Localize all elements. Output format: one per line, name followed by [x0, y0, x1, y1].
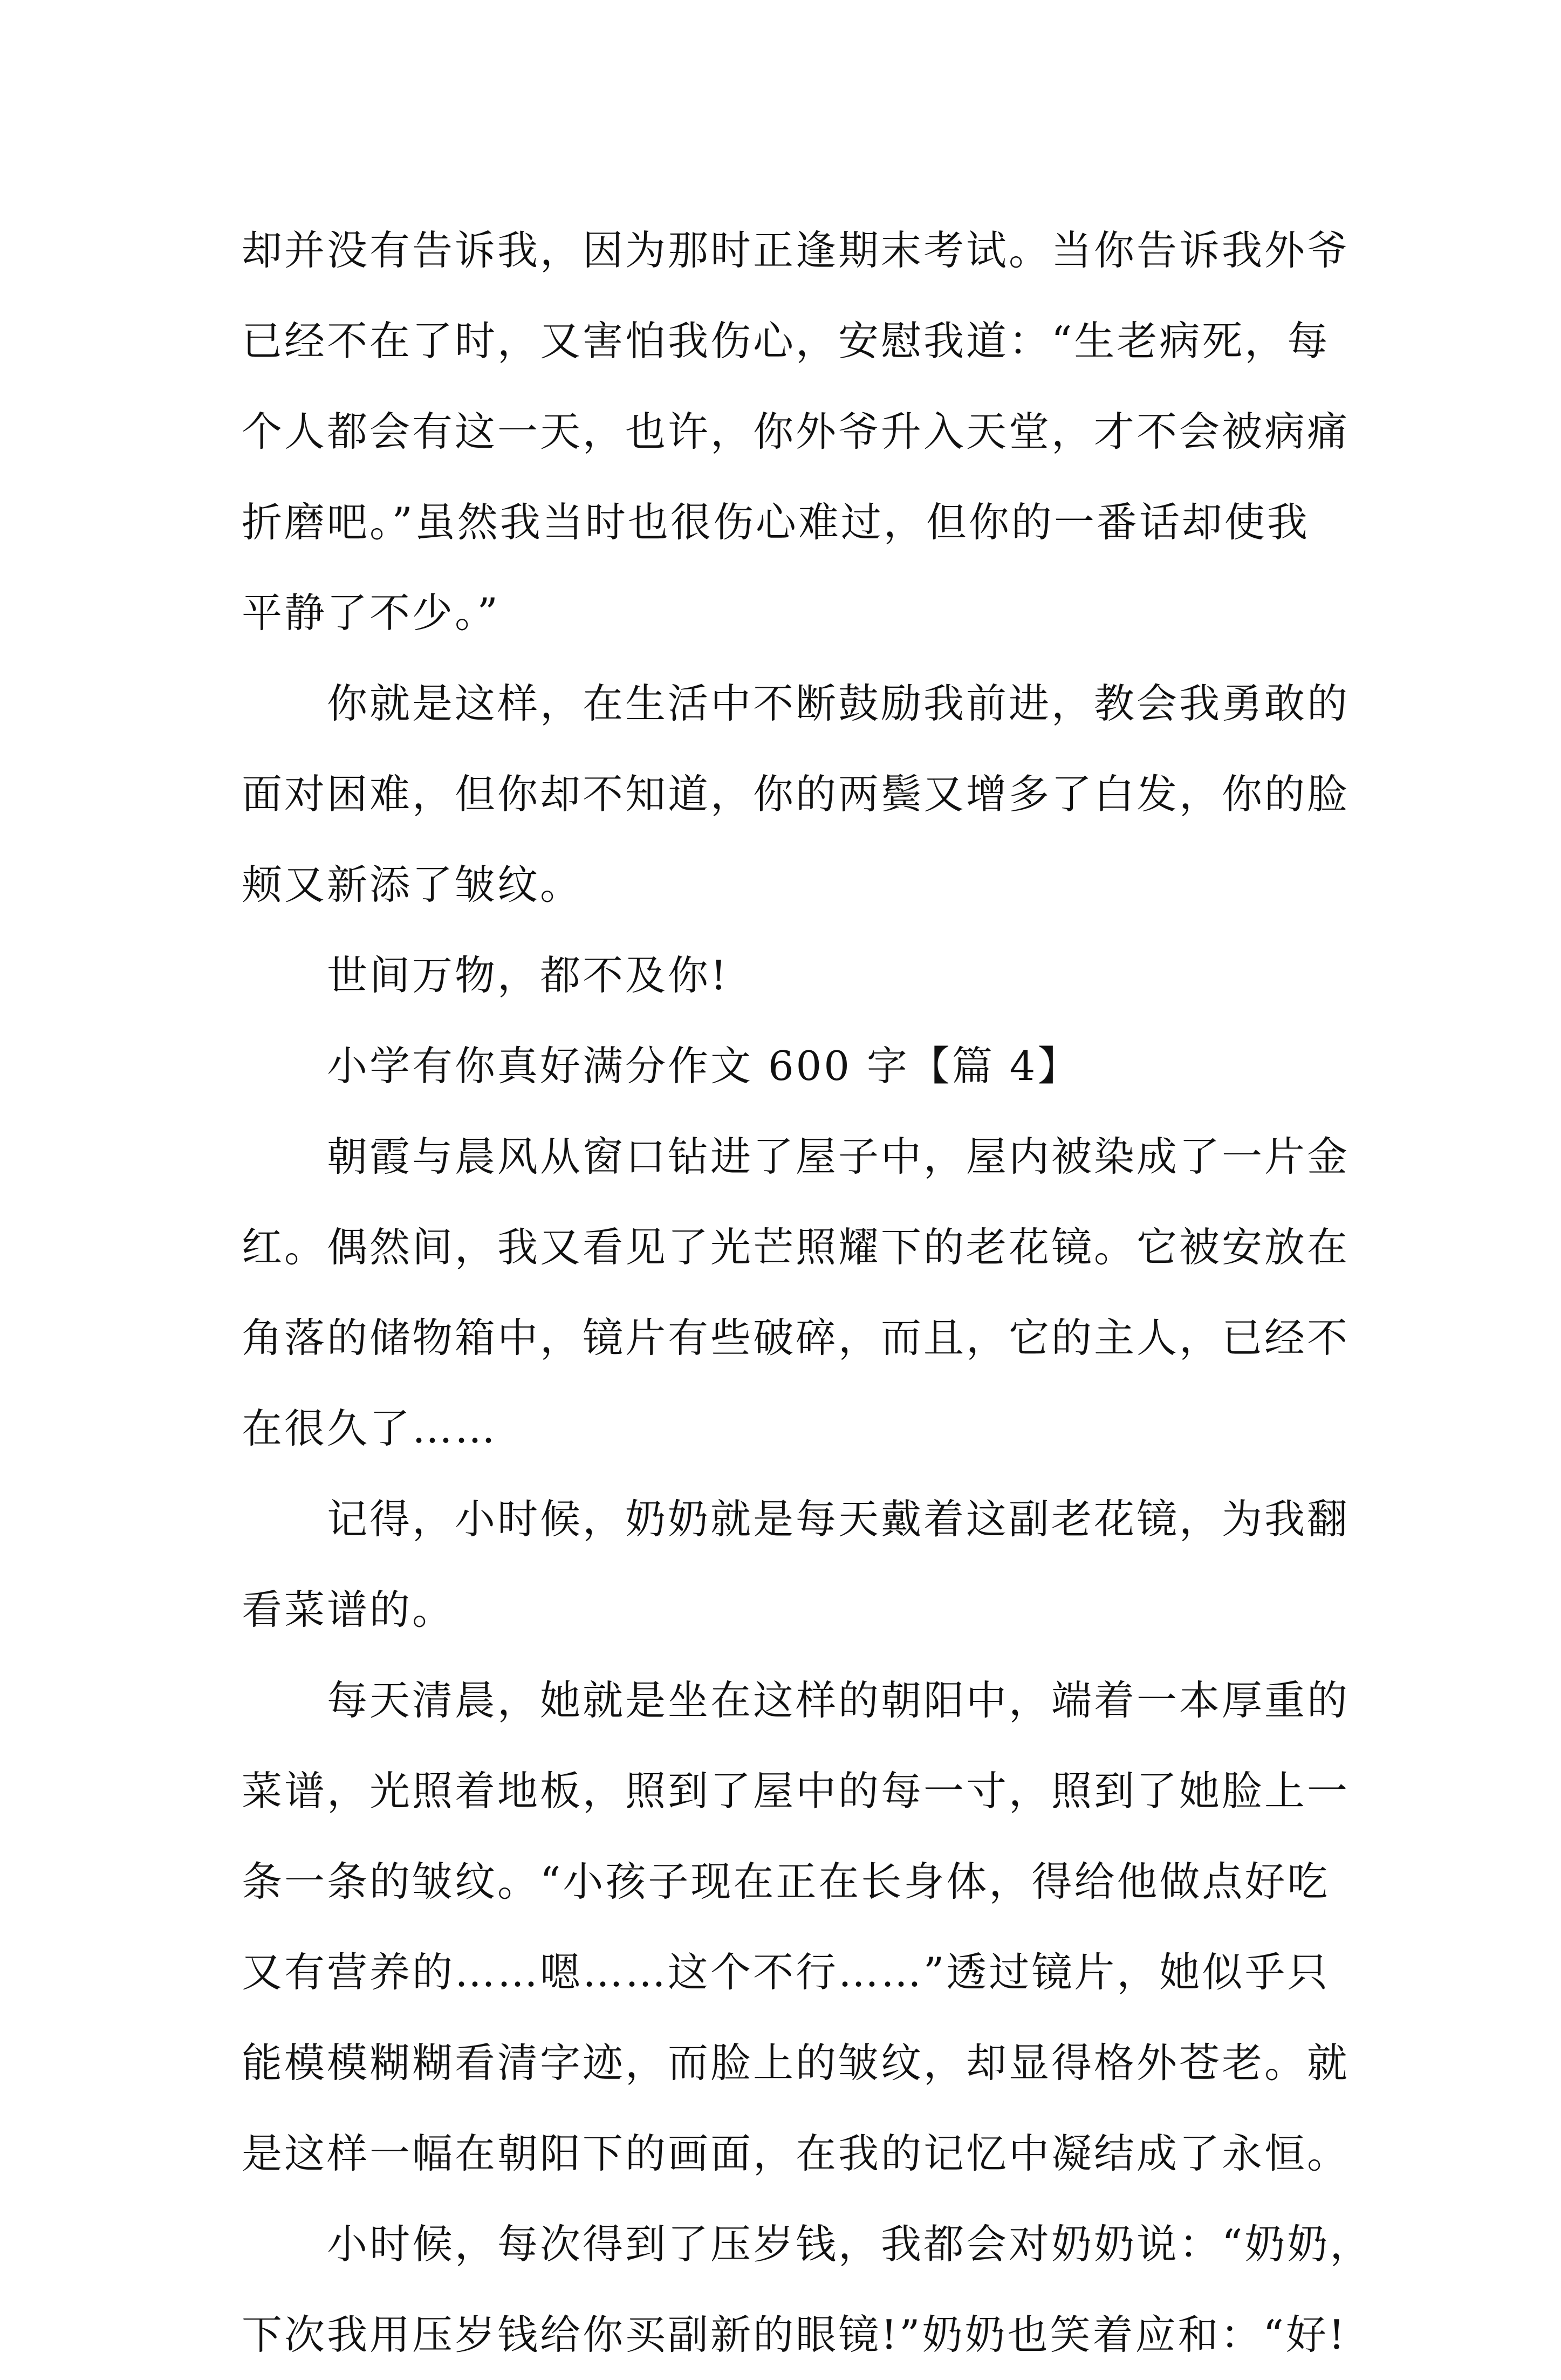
- paragraph-start-line: 记得，小时候，奶奶就是每天戴着这副老花镜，为我翻: [327, 1495, 1350, 1543]
- text-line: 折磨吧。”虽然我当时也很伤心难过，但你的一番话却使我: [242, 498, 1310, 546]
- paragraph-start-line: 你就是这样，在生活中不断鼓励我前进，教会我勇敢的: [327, 680, 1350, 727]
- section-heading: 小学有你真好满分作文 600 字【篇 4】: [327, 1042, 1080, 1090]
- text-line: 看菜谱的。: [242, 1586, 455, 1633]
- text-line: 却并没有告诉我，因为那时正逢期末考试。当你告诉我外爷: [242, 227, 1350, 274]
- text-line: 下次我用压岁钱给你买副新的眼镜!”奶奶也笑着应和：“好!: [242, 2311, 1347, 2358]
- text-line: 又有营养的……嗯……这个不行……”透过镜片，她似乎只: [242, 1948, 1330, 1996]
- text-line: 面对困难，但你却不知道，你的两鬓又增多了白发，你的脸: [242, 770, 1350, 818]
- paragraph-start-line: 世间万物，都不及你!: [327, 952, 729, 999]
- text-line: 红。偶然间，我又看见了光芒照耀下的老花镜。它被安放在: [242, 1223, 1350, 1271]
- text-line: 在很久了……: [242, 1405, 498, 1452]
- text-line: 菜谱，光照着地板，照到了屋中的每一寸，照到了她脸上一: [242, 1767, 1350, 1815]
- paragraph-start-line: 小时候，每次得到了压岁钱，我都会对奶奶说：“奶奶，: [327, 2220, 1373, 2268]
- paragraph-start-line: 朝霞与晨风从窗口钻进了屋子中，屋内被染成了一片金: [327, 1133, 1350, 1180]
- text-line: 平静了不少。”: [242, 589, 500, 637]
- text-line: 个人都会有这一天，也许，你外爷升入天堂，才不会被病痛: [242, 408, 1350, 455]
- text-line: 角落的储物箱中，镜片有些破碎，而且，它的主人，已经不: [242, 1314, 1350, 1362]
- text-line: 能模模糊糊看清字迹，而脸上的皱纹，却显得格外苍老。就: [242, 2039, 1350, 2087]
- text-line: 颊又新添了皱纹。: [242, 861, 583, 908]
- essay-body: [242, 205, 1373, 2380]
- paragraph-start-line: 每天清晨，她就是坐在这样的朝阳中，端着一本厚重的: [327, 1677, 1350, 1724]
- text-line: 是这样一幅在朝阳下的画面，在我的记忆中凝结成了永恒。: [242, 2130, 1350, 2177]
- text-line: 已经不在了时，又害怕我伤心，安慰我道：“生老病死，每: [242, 317, 1330, 365]
- text-line: 条一条的皱纹。“小孩子现在正在长身体，得给他做点好吃: [242, 1858, 1330, 1905]
